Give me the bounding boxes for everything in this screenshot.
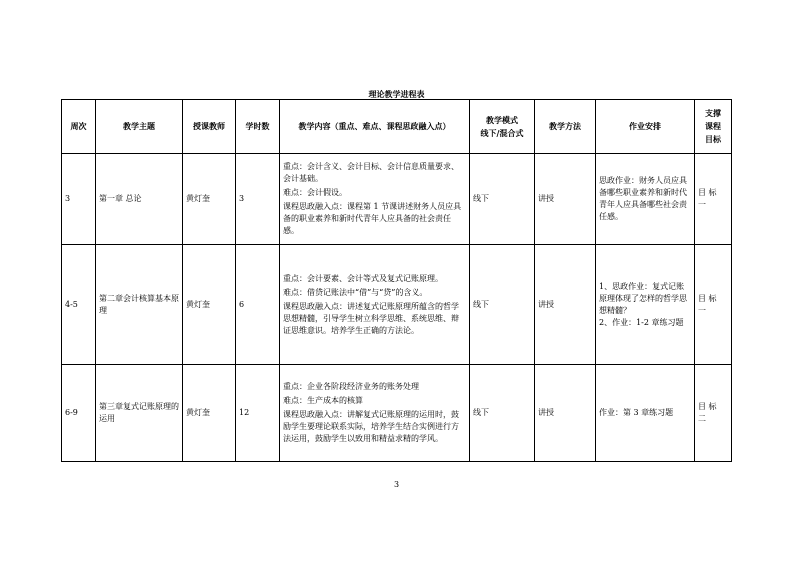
support-line2: 二 xyxy=(698,414,706,423)
cell-homework: 思政作业：财务人员应具备哪些职业素养和新时代青年人应具备哪些社会责任感。 xyxy=(596,154,695,245)
header-row xyxy=(62,100,732,154)
cell-homework xyxy=(596,245,695,365)
header-support-line2: 课程 xyxy=(705,121,721,131)
homework-item: 2、作业：1-2 章练习题 xyxy=(599,317,684,327)
content-key-points: 重点：企业各阶段经济业务的账务处理 xyxy=(283,382,419,391)
cell-teacher: 黄灯奎 xyxy=(183,365,236,462)
cell-homework: 作业：第 3 章练习题 xyxy=(596,365,695,462)
table-row xyxy=(62,245,732,365)
cell-topic: 第二章会计核算基本原理 xyxy=(96,245,183,365)
content-ideology: 课程思政融入点：课程第 1 节课讲述财务人员应具备的职业素养和新时代青年人应具备的社会责任感。 xyxy=(283,202,462,235)
cell-week: 3 xyxy=(62,154,96,245)
support-line1: 目 标 xyxy=(698,188,717,197)
cell-content xyxy=(280,365,470,462)
content-difficulty: 难点：借贷记账法中“借”与“贷”的含义。 xyxy=(283,287,428,297)
cell-week: 4-5 xyxy=(62,245,96,365)
teaching-schedule-table xyxy=(61,99,732,462)
cell-method: 讲授 xyxy=(535,245,596,365)
cell-mode: 线下 xyxy=(470,154,535,245)
header-support-line3: 目标 xyxy=(705,134,721,144)
cell-week: 6-9 xyxy=(62,365,96,462)
cell-support xyxy=(695,154,732,245)
cell-topic: 第一章 总论 xyxy=(96,154,183,245)
cell-mode: 线下 xyxy=(470,245,535,365)
cell-teacher: 黄灯奎 xyxy=(183,245,236,365)
header-hours: 学时数 xyxy=(236,100,280,154)
support-line1: 目 标 xyxy=(698,293,717,303)
cell-teacher: 黄灯奎 xyxy=(183,154,236,245)
support-line1: 目 标 xyxy=(698,402,717,411)
cell-hours: 6 xyxy=(236,245,280,365)
table-row xyxy=(62,154,732,245)
homework-item: 1、思政作业：复式记账原理体现了怎样的哲学思想精髓？ xyxy=(599,281,687,315)
cell-mode: 线下 xyxy=(470,365,535,462)
support-line2: 一 xyxy=(698,200,706,209)
header-mode-line1: 教学模式 xyxy=(486,114,518,125)
content-ideology: 课程思政融入点：讲述复式记账原理所蕴含的哲学思想精髓，引导学生树立科学思维、系统思维、辩证思维意识。培养学生正确的方法论。 xyxy=(283,301,459,335)
content-key-points: 重点：会计含义、会计目标、会计信息质量要求、会计基础。 xyxy=(283,162,459,183)
header-homework: 作业安排 xyxy=(596,100,695,154)
cell-method: 讲授 xyxy=(535,154,596,245)
header-teacher: 授课教师 xyxy=(183,100,236,154)
header-topic: 教学主题 xyxy=(96,100,183,154)
header-mode xyxy=(470,100,535,154)
page-number: 3 xyxy=(393,480,400,489)
cell-content xyxy=(280,154,470,245)
content-key-points: 重点：会计要素、会计等式及复式记账原理。 xyxy=(283,273,443,283)
cell-support xyxy=(695,245,732,365)
cell-hours: 3 xyxy=(236,154,280,245)
header-content: 教学内容（重点、难点、课程思政融入点） xyxy=(280,100,470,154)
header-method: 教学方法 xyxy=(535,100,596,154)
header-week: 周次 xyxy=(62,100,96,154)
header-support-line1: 支撑 xyxy=(705,108,721,118)
content-difficulty: 难点：生产成本的核算 xyxy=(283,396,363,405)
table-row xyxy=(62,365,732,462)
header-mode-line2: 线下/混合式 xyxy=(480,127,524,138)
content-difficulty: 难点：会计假设。 xyxy=(283,188,347,197)
cell-method: 讲授 xyxy=(535,365,596,462)
support-line2: 一 xyxy=(698,305,706,315)
cell-support xyxy=(695,365,732,462)
cell-hours: 12 xyxy=(236,365,280,462)
cell-topic: 第三章复式记账原理的运用 xyxy=(96,365,183,462)
cell-content xyxy=(280,245,470,365)
content-ideology: 课程思政融入点：讲解复式记账原理的运用时，鼓励学生要理论联系实际，培养学生结合实例进行方法运用，鼓励学生以致用和精益求精的学风。 xyxy=(283,410,459,443)
table-title: 理论教学进程表 xyxy=(368,89,425,99)
header-support xyxy=(695,100,732,154)
